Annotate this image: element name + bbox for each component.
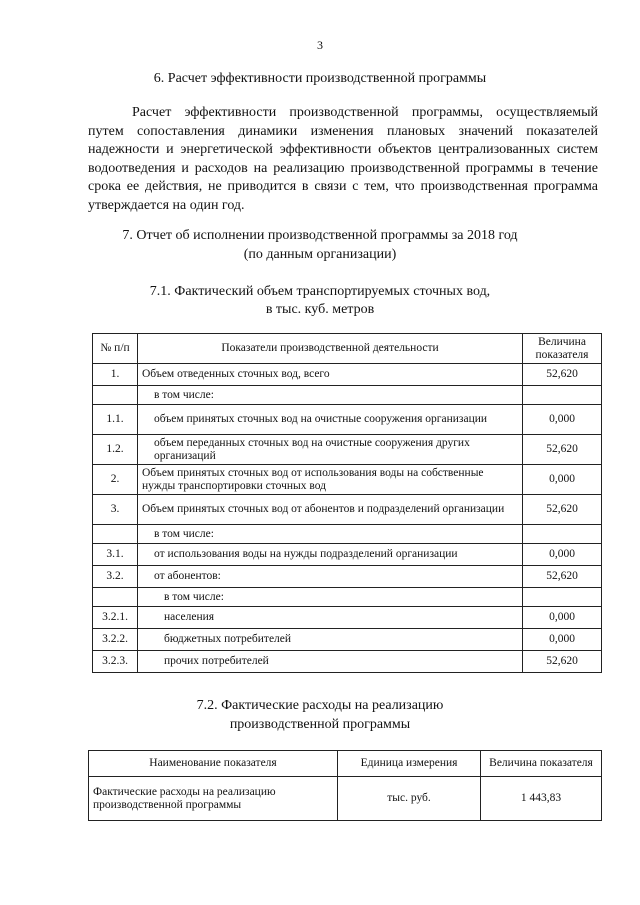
section-7-1-title: 7.1. Фактический объем транспортируемых сточных вод, <box>149 284 491 299</box>
row-num: 2. <box>93 465 138 495</box>
table-row <box>93 607 602 629</box>
header-num: № п/п <box>93 334 138 364</box>
row-indicator: Объем принятых сточных вод от использования воды на собственные нужды транспортировки сточных вод <box>138 465 523 495</box>
row-num: 1.1. <box>93 405 138 435</box>
expense-unit: тыс. руб. <box>338 777 481 821</box>
header-unit: Единица измерения <box>338 751 481 777</box>
table-row <box>93 386 602 405</box>
row-num: 3.2.1. <box>93 607 138 629</box>
row-value: 52,620 <box>523 651 602 673</box>
table-row <box>93 495 602 525</box>
table-row <box>93 566 602 588</box>
row-value: 0,000 <box>523 544 602 566</box>
row-indicator: прочих потребителей <box>138 651 523 673</box>
section-7-2-subtitle: производственной программы <box>229 717 411 732</box>
row-indicator: Объем отведенных сточных вод, всего <box>138 364 523 386</box>
row-value: 0,000 <box>523 405 602 435</box>
row-indicator: объем принятых сточных вод на очистные сооружения организации <box>138 405 523 435</box>
table-row <box>93 364 602 386</box>
row-value <box>523 588 602 607</box>
row-value: 52,620 <box>523 566 602 588</box>
row-value <box>523 386 602 405</box>
row-num: 3.2. <box>93 566 138 588</box>
table-row <box>93 435 602 465</box>
row-indicator: населения <box>138 607 523 629</box>
section-7-subtitle: (по данным организации) <box>243 247 397 262</box>
header-indicator-name: Наименование показателя <box>89 751 338 777</box>
volume-table-header <box>93 334 602 364</box>
row-indicator: в том числе: <box>138 525 523 544</box>
row-num: 3.2.3. <box>93 651 138 673</box>
row-num: 1.2. <box>93 435 138 465</box>
row-indicator: Объем принятых сточных вод от абонентов и подразделений организации <box>138 495 523 525</box>
section-6-paragraph: Расчет эффективности производственной программы, осуществляемый путем сопоставления динамики изменения плановых значений показателей надежности и энергетической эффективности объектов централизованных систем водоотведения и расходов на реализацию производственной программы в течение срока ее действия, не приводится в связи с тем, что производственная программа утверждается на один год. <box>88 105 598 213</box>
table-row <box>93 588 602 607</box>
row-value: 52,620 <box>523 364 602 386</box>
expenses-table <box>88 750 602 821</box>
section-7-title: 7. Отчет об исполнении производственной программы за 2018 год <box>122 228 518 243</box>
row-value <box>523 525 602 544</box>
row-indicator: бюджетных потребителей <box>138 629 523 651</box>
section-6-title: 6. Расчет эффективности производственной программы <box>153 71 487 86</box>
expenses-table-header <box>89 751 602 777</box>
row-num: 1. <box>93 364 138 386</box>
row-indicator: объем переданных сточных вод на очистные сооружения других организаций <box>138 435 523 465</box>
row-value: 0,000 <box>523 629 602 651</box>
header-value: Величина показателя <box>481 751 602 777</box>
row-num <box>93 525 138 544</box>
row-num <box>93 386 138 405</box>
row-value: 52,620 <box>523 435 602 465</box>
row-num: 3. <box>93 495 138 525</box>
row-value: 0,000 <box>523 607 602 629</box>
page-number: 3 <box>317 38 323 52</box>
table-row <box>93 629 602 651</box>
header-value: Величина показателя <box>523 334 602 364</box>
table-row <box>93 465 602 495</box>
table-row <box>93 544 602 566</box>
row-value: 52,620 <box>523 495 602 525</box>
section-7-1-subtitle: в тыс. куб. метров <box>265 302 375 317</box>
row-num <box>93 588 138 607</box>
expense-value: 1 443,83 <box>481 777 602 821</box>
table-row <box>89 777 602 821</box>
section-7-2-title: 7.2. Фактические расходы на реализацию <box>196 698 444 713</box>
table-row <box>93 405 602 435</box>
row-num: 3.1. <box>93 544 138 566</box>
expense-name: Фактические расходы на реализацию производственной программы <box>89 777 338 821</box>
row-value: 0,000 <box>523 465 602 495</box>
row-indicator: от абонентов: <box>138 566 523 588</box>
row-num: 3.2.2. <box>93 629 138 651</box>
volume-table <box>92 333 602 673</box>
table-row <box>93 651 602 673</box>
row-indicator: в том числе: <box>138 386 523 405</box>
table-row <box>93 525 602 544</box>
header-indicator: Показатели производственной деятельности <box>138 334 523 364</box>
row-indicator: от использования воды на нужды подразделений организации <box>138 544 523 566</box>
row-indicator: в том числе: <box>138 588 523 607</box>
